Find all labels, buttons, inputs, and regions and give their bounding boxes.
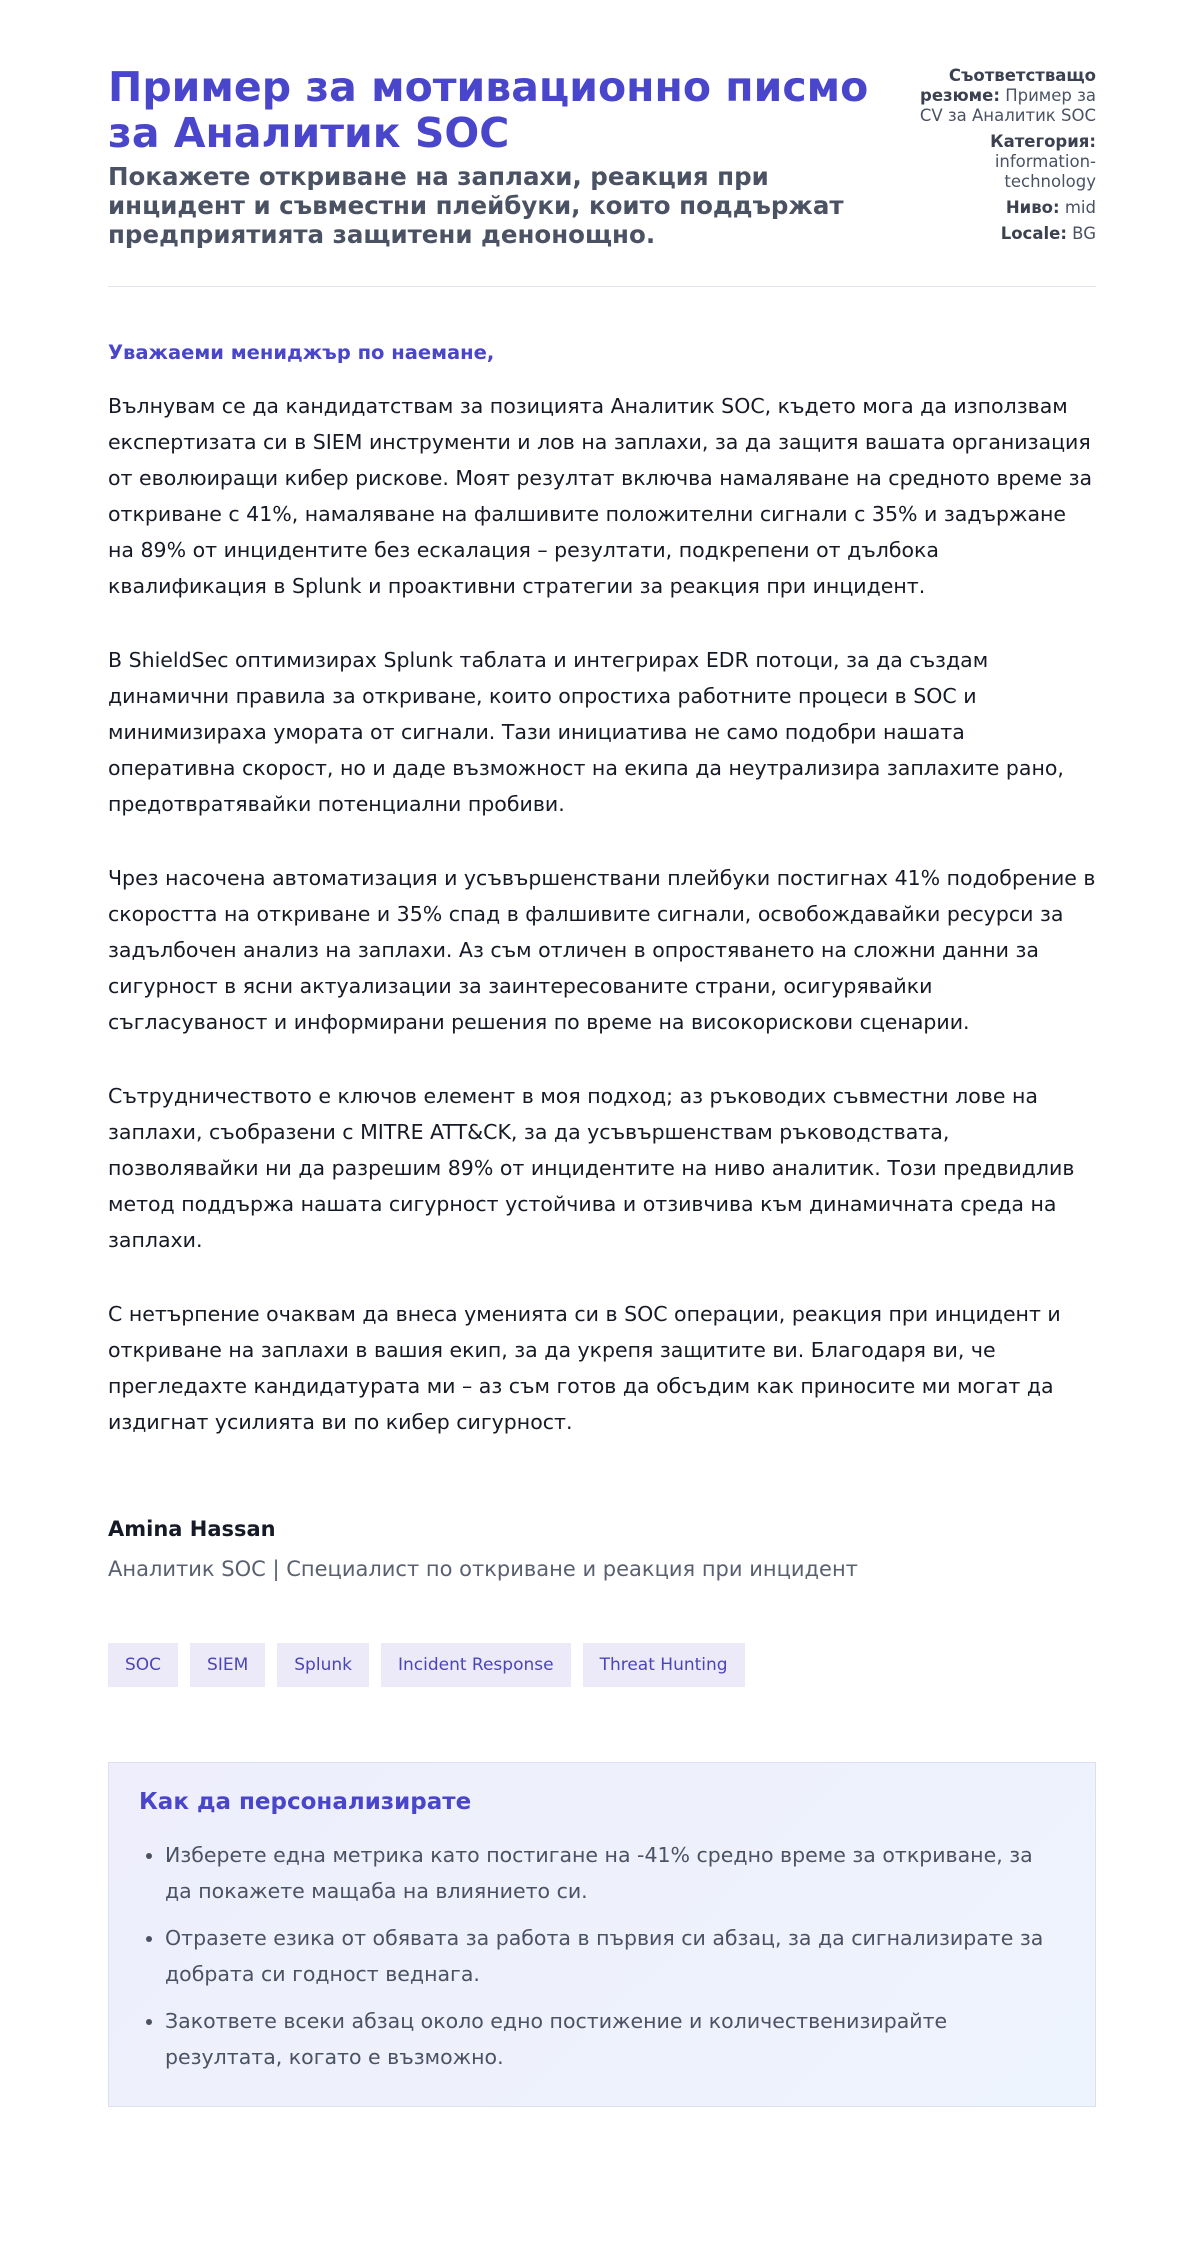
letter-paragraph: Чрез насочена автоматизация и усъвършенствани плейбуки постигнах 41% подобрение в скоростта на откриване и 35% спад в фалшивите сигнали, освобождавайки ресурси за задълбочен анализ на заплахи. Аз съм отличен в опростяването на сложни данни за сигурност в ясни актуализации за заинтересованите страни, осигурявайки съгласуваност и информирани решения по време на високорискови сценарии. <box>108 866 1096 1034</box>
salutation: Уважаеми мениджър по наемане, <box>108 341 495 364</box>
meta-category-key: Категория: <box>990 132 1096 151</box>
tip-item: • Закответе всеки абзац около едно постижение и количественизирайте резултата, когато е възможно. <box>165 2003 1065 2075</box>
skill-tag: Incident Response <box>381 1643 571 1687</box>
meta-level <box>906 198 1096 218</box>
skill-tag: SOC <box>108 1643 178 1687</box>
signature-name: Amina Hassan <box>108 1517 276 1541</box>
tip-item: • Изберете една метрика като постигане на -41% средно време за откриване, за да покажете мащаба на влиянието си. <box>165 1837 1065 1909</box>
tips-list <box>139 1837 1065 2075</box>
meta-level-key: Ниво: <box>1005 198 1060 217</box>
letter-paragraph: Вълнувам се да кандидатствам за позицията Аналитик SOC, където мога да използвам експертизата си в SIEM инструменти и лов на заплахи, за да защитя вашата организация от еволюиращи кибер рискове. Моят резултат включва намаляване на средното време за откриване с 41%, намаляване на фалшивите положителни сигнали с 35% и задържане на 89% от инцидентите без ескалация – резултати, подкрепени от дълбока квалификация в Splunk и проактивни стратегии за реакция при инцидент. <box>108 394 1093 598</box>
meta-category-value: information-technology <box>994 152 1096 191</box>
signature-block <box>108 1515 1096 1583</box>
skill-tag: SIEM <box>190 1643 265 1687</box>
meta-resume-key: Съответстващо резюме: <box>920 66 1096 105</box>
letter-body <box>108 388 1096 1440</box>
tips-title: Как да персонализирате <box>139 1789 472 1815</box>
tip-item: • Отразете езика от обявата за работа в първия си абзац, за да сигнализирате за добрата си годност веднага. <box>165 1920 1065 1992</box>
document-header <box>108 0 1096 287</box>
letter-paragraph: В ShieldSec оптимизирах Splunk таблата и интегрирах EDR потоци, за да създам динамични правила за откриване, които опростиха работните процеси в SOC и минимизираха умората от сигнали. Тази инициатива не само подобри нашата оперативна скорост, но и даде възможност на екипа да неутрализира заплахите рано, предотвратявайки потенциални пробиви. <box>108 648 1064 816</box>
personalization-tips <box>108 1762 1096 2107</box>
meta-level-value: mid <box>1064 198 1096 217</box>
cover-letter-page <box>108 0 1096 2107</box>
meta-locale-value: BG <box>1072 224 1096 243</box>
skill-tag: Splunk <box>277 1643 369 1687</box>
page-subtitle: Покажете откриване на заплахи, реакция при инцидент и съвместни плейбуки, които поддържат предприятията защитени денонощно. <box>108 162 844 249</box>
meta-resume <box>906 66 1096 126</box>
meta-category <box>906 132 1096 192</box>
meta-locale-key: Locale: <box>1000 224 1067 243</box>
letter-paragraph: Сътрудничеството е ключов елемент в моя подход; аз ръководих съвместни лове на заплахи, съобразени с MITRE ATT&CK, за да усъвършенствам ръководствата, позволявайки ни да разрешим 89% от инцидентите на ниво аналитик. Този предвидлив метод поддържа нашата сигурност устойчива и отзивчива към динамичната среда на заплахи. <box>108 1084 1075 1252</box>
page-title: Пример за мотивационно писмо за Аналитик SOC <box>108 63 869 157</box>
meta-resume-value: Пример за CV за Аналитик SOC <box>919 86 1096 125</box>
letter-paragraph: С нетърпение очаквам да внеса уменията си в SOC операции, реакция при инцидент и откриване на заплахи в вашия екип, за да укрепя защитите ви. Благодаря ви, че прегледахте кандидатурата ми – аз съм готов да обсъдим как приносите ми могат да издигнат усилията ви по кибер сигурност. <box>108 1302 1061 1434</box>
document-meta <box>906 64 1096 250</box>
skill-tag: Threat Hunting <box>583 1643 745 1687</box>
meta-locale <box>906 224 1096 244</box>
signature-title: Аналитик SOC | Специалист по откриване и реакция при инцидент <box>108 1557 858 1581</box>
skill-tags <box>108 1643 1096 1687</box>
header-titles <box>108 64 898 249</box>
